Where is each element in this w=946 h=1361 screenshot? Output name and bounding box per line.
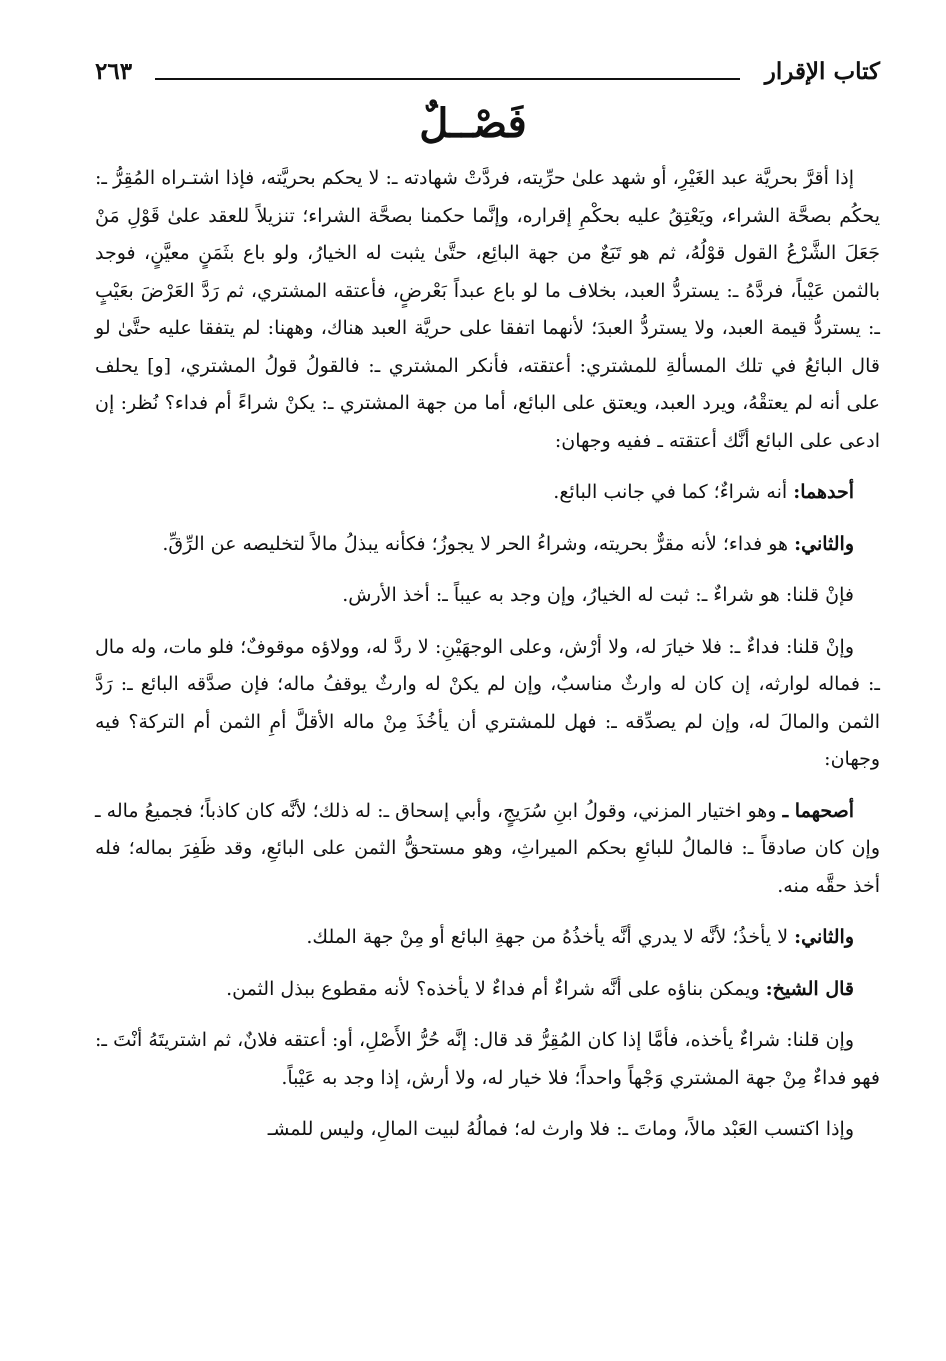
paragraph [95, 629, 880, 779]
paragraph [95, 793, 880, 906]
paragraph-text: وإن قلنا: شراءٌ يأخذه، فأمَّا إذا كان المُقِرُّ قد قال: إنَّه حُرُّ الأَصْلِ، أو: أعتقه فلانٌ، ثم اشتريتَهُ أنْتَ ـ: فهو فداءٌ مِنْ جهة المشتري وَجْهاً واحداً؛ فلا خيار له، ولا أرش، إذا وجد به عَيْباً. [95, 1029, 880, 1089]
header-rule [155, 78, 740, 80]
paragraph-text: هو فداء؛ لأنه مقرٌّ بحريته، وشراءُ الحر لا يجوزُ؛ فكأنه يبذلُ مالاً لتخليصه عن الرِّقِّ. [162, 532, 789, 555]
paragraph-text: وهو اختيار المزني، وقولُ ابنِ سُرَيجٍ، وأبي إسحاق ـ: له ذلك؛ لأنَّه كان كاذباً؛ فجميعُ ماله ـ وإن كان صادقاً ـ: فالمالُ للبائعِ بحكم الميراثِ، وهو مستحقُّ الثمن على البائعِ، وقد ظَفِرَ بماله؛ فله أخذ حقَّه منه. [95, 799, 880, 897]
paragraph-text: ويمكن بناؤه على أنَّه شراءٌ أم فداءٌ لا يأخذه؟ لأنه مقطوع ببذل الثمن. [226, 977, 760, 1000]
paragraph-lead: والثاني: [794, 532, 854, 555]
paragraph [95, 1022, 880, 1097]
page-body [95, 160, 880, 1163]
paragraph-text: وإذا اكتسب العَبْد مالاً، وماتَ ـ: فلا وارث له؛ فمالُهُ لبيت المالِ، وليس للمشـ [267, 1118, 854, 1140]
chapter-heading: فَصْــلٌ [419, 100, 527, 147]
paragraph [95, 971, 880, 1009]
book-title: كتاب الإقرار [764, 58, 880, 85]
page-number: ٢٦٣ [95, 58, 133, 85]
paragraph-lead: أصحهما ـ [782, 799, 855, 822]
paragraph-lead: والثاني: [794, 926, 854, 948]
paragraph [95, 577, 880, 615]
paragraph-text: لا يأخذُ؛ لأنَّه لا يدري أنَّه يأخذُهُ من جهةِ البائع أو مِنْ جهة الملك. [306, 926, 789, 948]
paragraph-text: إذا أقرَّ بحريَّة عبد الغَيْرِ، أو شهد علىٰ حرِّيته، فردَّتْ شهادته ـ: لا يحكم بحريَّته، فإذا اشتـراه المُقِرُّ ـ: يحكُم بصحَّة الشراء، ويَعْتِقُ عليه بحكْمِ إقراره، وإنَّما حكمنا بصحَّة الشراء؛ تنزيلاً للعقد علىٰ قَوْلِ مَنْ جَعَلَ الشَّرْعُ القول قوْلُهُ، ثم هو تَبَعٌ من جهة البائِع، حتَّىٰ يثبت له الخيارُ، ولو باع بثَمَنٍ معيَّنٍ، فوجد بالثمن عَيْباً، فردَّهُ ـ: يستردُّ العبد، بخلاف ما لو باع عبداً بَعْرضٍ، فأعتقه المشتري، ثم رَدَّ العَرْضَ بعَيْبٍ ـ: يستردُّ قيمة العبد، ولا يستردُّ العبدَ؛ لأنهما اتفقا على حريَّة العبد هناك، وههنا: لم يتفقا عليه حتَّىٰ لو قال البائعُ في تلك المسألةِ للمشتري: أعتقته، فأنكر المشتري ـ: فالقولُ قولُ المشتري، [و] يحلف على أنه لم يعتقْهُ، ويرد العبد، ويعتق على البائع، أما من جهة المشتري ـ: يكنْ شراءً أم فداء؟ نُظر: إن ادعى على البائع أنَّك أعتقته ـ ففيه وجهان: [95, 167, 881, 452]
paragraph [95, 1111, 880, 1149]
paragraph [95, 160, 880, 460]
paragraph-text: وإنْ قلنا: فداءٌ ـ: فلا خيارَ له، ولا أرْش، وعلى الوجهَيْنِ: لا ردَّ له، وولاؤه موقوفٌ؛ فلو مات، وله مال ـ: فماله لوارثه، إن كان له وارثٌ مناسبٌ، وإن لم يكنْ له وارثٌ يوقفُ ماله؛ فإن صدَّقه البائع ـ: رَدَّ الثمن والمالَ له، وإن لم يصدِّقه ـ: فهل للمشتري أن يأخُذَ مِنْ ماله الأقلَّ أمِ الثمن أم التركة؟ فيه وجهان: [95, 635, 881, 770]
running-header [95, 58, 880, 98]
paragraph-lead: قال الشيخ: [765, 977, 854, 1000]
paragraph [95, 919, 880, 957]
paragraph [95, 474, 880, 512]
paragraph-lead: أحدهما: [793, 481, 854, 503]
paragraph-text: فإنْ قلنا: هو شراءٌ ـ: ثبت له الخيارُ، وإن وجد به عيباً ـ: أخذ الأرش. [342, 584, 854, 606]
paragraph [95, 526, 880, 564]
paragraph-text: أنه شراءٌ؛ كما في جانب البائع. [553, 481, 788, 503]
